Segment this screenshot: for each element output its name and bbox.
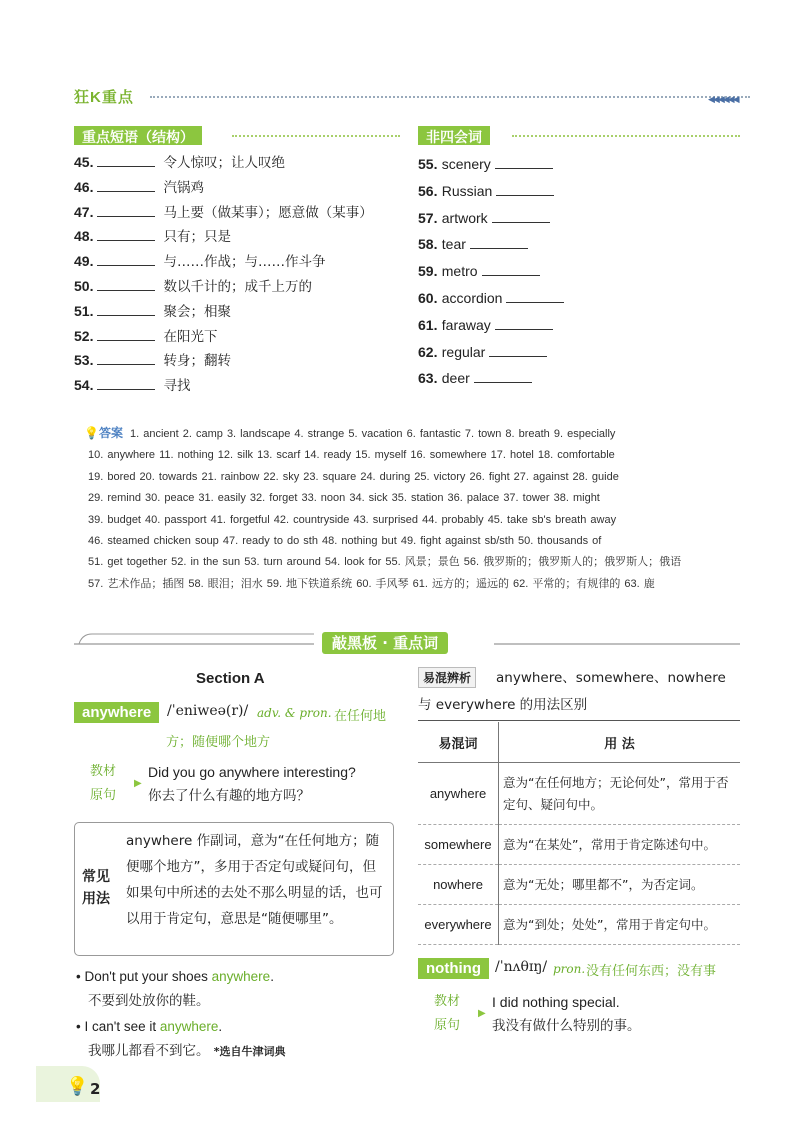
lightbulb-icon: 💡 (66, 1076, 89, 1097)
nothing-phonetic: /ˈnʌθɪŋ/ (495, 959, 548, 975)
confusion-usage: 意为“无处；哪里都不”，为否定词。 (499, 865, 741, 905)
usage-example-2: • I can't see it anywhere. 我哪儿都看不到它。 *选自牛津词典 (76, 1019, 286, 1059)
word-item: 61. faraway (418, 316, 561, 335)
blackboard-title: 敲黑板 · 重点词 (322, 632, 448, 654)
usage-label: 常见用法 (82, 869, 110, 907)
usage-example-1: • Don't put your shoes anywhere. 不要到处放你的鞋。 (76, 969, 274, 1009)
phrase-item: 52. 在阳光下 (74, 327, 218, 345)
word-item: 57. artwork (418, 209, 558, 228)
left-section-title: 重点短语（结构） (74, 126, 202, 145)
answer-line: 46. steamed chicken soup 47. ready to do sth 48. nothing but 49. fight against sb/sth 50. thousands of (88, 535, 602, 547)
confusion-word: nowhere (418, 865, 499, 905)
answer-blank (97, 377, 155, 390)
phrase-item: 45. 令人惊叹；让人叹绝 (74, 154, 285, 171)
answer-blank (97, 179, 155, 192)
word-item: 62. regular (418, 343, 555, 362)
answer-label: 💡答案 (84, 426, 123, 440)
answer-blank (506, 290, 564, 303)
col-word-header: 易混词 (418, 722, 499, 763)
anywhere-word-tag: anywhere (74, 702, 159, 723)
phrase-item: 48. 只有；只是 (74, 228, 231, 246)
arrows-decoration: ◀◀◀◀◀◀ (708, 95, 738, 105)
anywhere-pos: adv. & pron. (257, 706, 332, 720)
left-section-dots (232, 135, 400, 137)
confusion-table (418, 722, 740, 945)
section-heading: Section A (196, 670, 265, 687)
answer-line: 19. bored 20. towards 21. rainbow 22. sky 23. square 24. during 25. victory 26. fight 27. against 28. guide (88, 470, 619, 483)
arrow-icon: ▶ (134, 778, 142, 789)
anywhere-meaning: 在任何地方；随便哪个地方 (166, 709, 387, 750)
confusion-usage: 意为“在某处”，常用于肯定陈述句中。 (499, 825, 741, 865)
phrase-item: 50. 数以千计的；成千上万的 (74, 278, 312, 295)
phrase-item: 51. 聚会；相聚 (74, 302, 231, 320)
answer-blank (495, 156, 553, 169)
answer-blank (97, 154, 155, 167)
table-top-rule (418, 720, 740, 721)
confusion-title: anywhere、somewhere、nowhere 与 everywhere 的用法区别 (418, 670, 726, 713)
nothing-source-label: 教材 原句 (434, 994, 461, 1033)
answer-line: 10. anywhere 11. nothing 12. silk 13. scarf 14. ready 15. myself 16. somewhere 17. hotel 18. comfortable (88, 449, 615, 462)
nothing-meaning: 没有任何东西；没有事 (586, 964, 717, 979)
arrow-icon: ▶ (478, 1008, 486, 1019)
usage-text: anywhere 作副词，意为“在任何地方；随便哪个地方”，多用于否定句或疑问句，但如果句中所述的去处不那么明显的话，也可以用于肯定句，意思是“随便哪里”。 (126, 833, 383, 927)
right-section-title: 非四会词 (418, 126, 490, 145)
confusion-usage: 意为“在任何地方；无论何处”，常用于否定句、疑问句中。 (499, 763, 741, 825)
answer-blank (97, 352, 155, 365)
anywhere-phonetic: /ˈeniweə(r)/ (167, 703, 249, 719)
table-row (418, 865, 740, 905)
nothing-pos: pron. (553, 962, 586, 976)
answer-line: 39. budget 40. passport 41. forgetful 42. countryside 43. surprised 44. probably 45. take sb's breath away (88, 513, 617, 526)
answer-blank (496, 183, 554, 196)
phrase-item: 46. 汽锅鸡 (74, 178, 204, 196)
word-item: 56. Russian (418, 182, 562, 201)
table-row (418, 825, 740, 865)
answer-blank (97, 228, 155, 241)
answer-blank (495, 317, 553, 330)
nothing-example: I did nothing special. 我没有做什么特别的事。 (492, 994, 641, 1034)
confusion-word: anywhere (418, 763, 499, 825)
confusion-word: everywhere (418, 905, 499, 945)
col-usage-header: 用 法 (499, 722, 741, 763)
anywhere-example: Did you go anywhere interesting? 你去了什么有趣的地方吗？ (148, 764, 356, 804)
answer-line: 57. 艺术作品；插图 58. 眼泪；泪水 59. 地下铁道系统 60. 手风琴 61. 远方的；遥远的 62. 平常的；有规律的 63. 鹿 (88, 577, 655, 590)
answer-line: 29. remind 30. peace 31. easily 32. forget 33. noon 34. sick 35. station 36. palace 37. tower 38. might (88, 492, 600, 505)
word-item: 63. deer (418, 369, 540, 388)
confusion-usage: 意为“到处；处处”，常用于肯定句中。 (499, 905, 741, 945)
answer-line: 1. ancient 2. camp 3. landscape 4. strange 5. vacation 6. fantastic 7. town 8. breath 9. especially (130, 428, 616, 440)
phrase-item: 54. 寻找 (74, 377, 191, 395)
table-row (418, 763, 740, 825)
answer-blank (97, 204, 155, 217)
table-row (418, 905, 740, 945)
header-rule (150, 96, 750, 98)
word-item: 59. metro (418, 262, 548, 281)
word-item: 58. tear (418, 235, 536, 254)
answer-line: 51. get together 52. in the sun 53. turn around 54. look for 55. 风景；景色 56. 俄罗斯的；俄罗斯人的；俄罗斯人；俄语 (88, 556, 682, 569)
answer-blank (97, 328, 155, 341)
phrase-item: 49. 与……作战；与……作斗争 (74, 253, 326, 271)
answer-blank (474, 370, 532, 383)
phrase-item: 47. 马上要（做某事）；愿意做（某事） (74, 203, 373, 221)
answer-blank (97, 278, 155, 291)
answer-blank (97, 253, 155, 266)
brand-logo: 狂K重点 (74, 89, 134, 106)
answer-blank (489, 344, 547, 357)
source-label: 教材 原句 (90, 764, 117, 803)
source-note: *选自牛津词典 (213, 1045, 286, 1058)
word-item: 55. scenery (418, 155, 561, 174)
right-section-dots (512, 135, 740, 137)
page-number: 2 (90, 1080, 101, 1098)
answer-blank (97, 303, 155, 316)
answer-blank (482, 263, 540, 276)
confusion-label: 易混辨析 (418, 667, 476, 688)
word-item: 60. accordion (418, 289, 572, 308)
answer-blank (470, 236, 528, 249)
phrase-item: 53. 转身；翻转 (74, 352, 231, 370)
answer-blank (492, 210, 550, 223)
confusion-word: somewhere (418, 825, 499, 865)
nothing-word-tag: nothing (418, 958, 489, 979)
